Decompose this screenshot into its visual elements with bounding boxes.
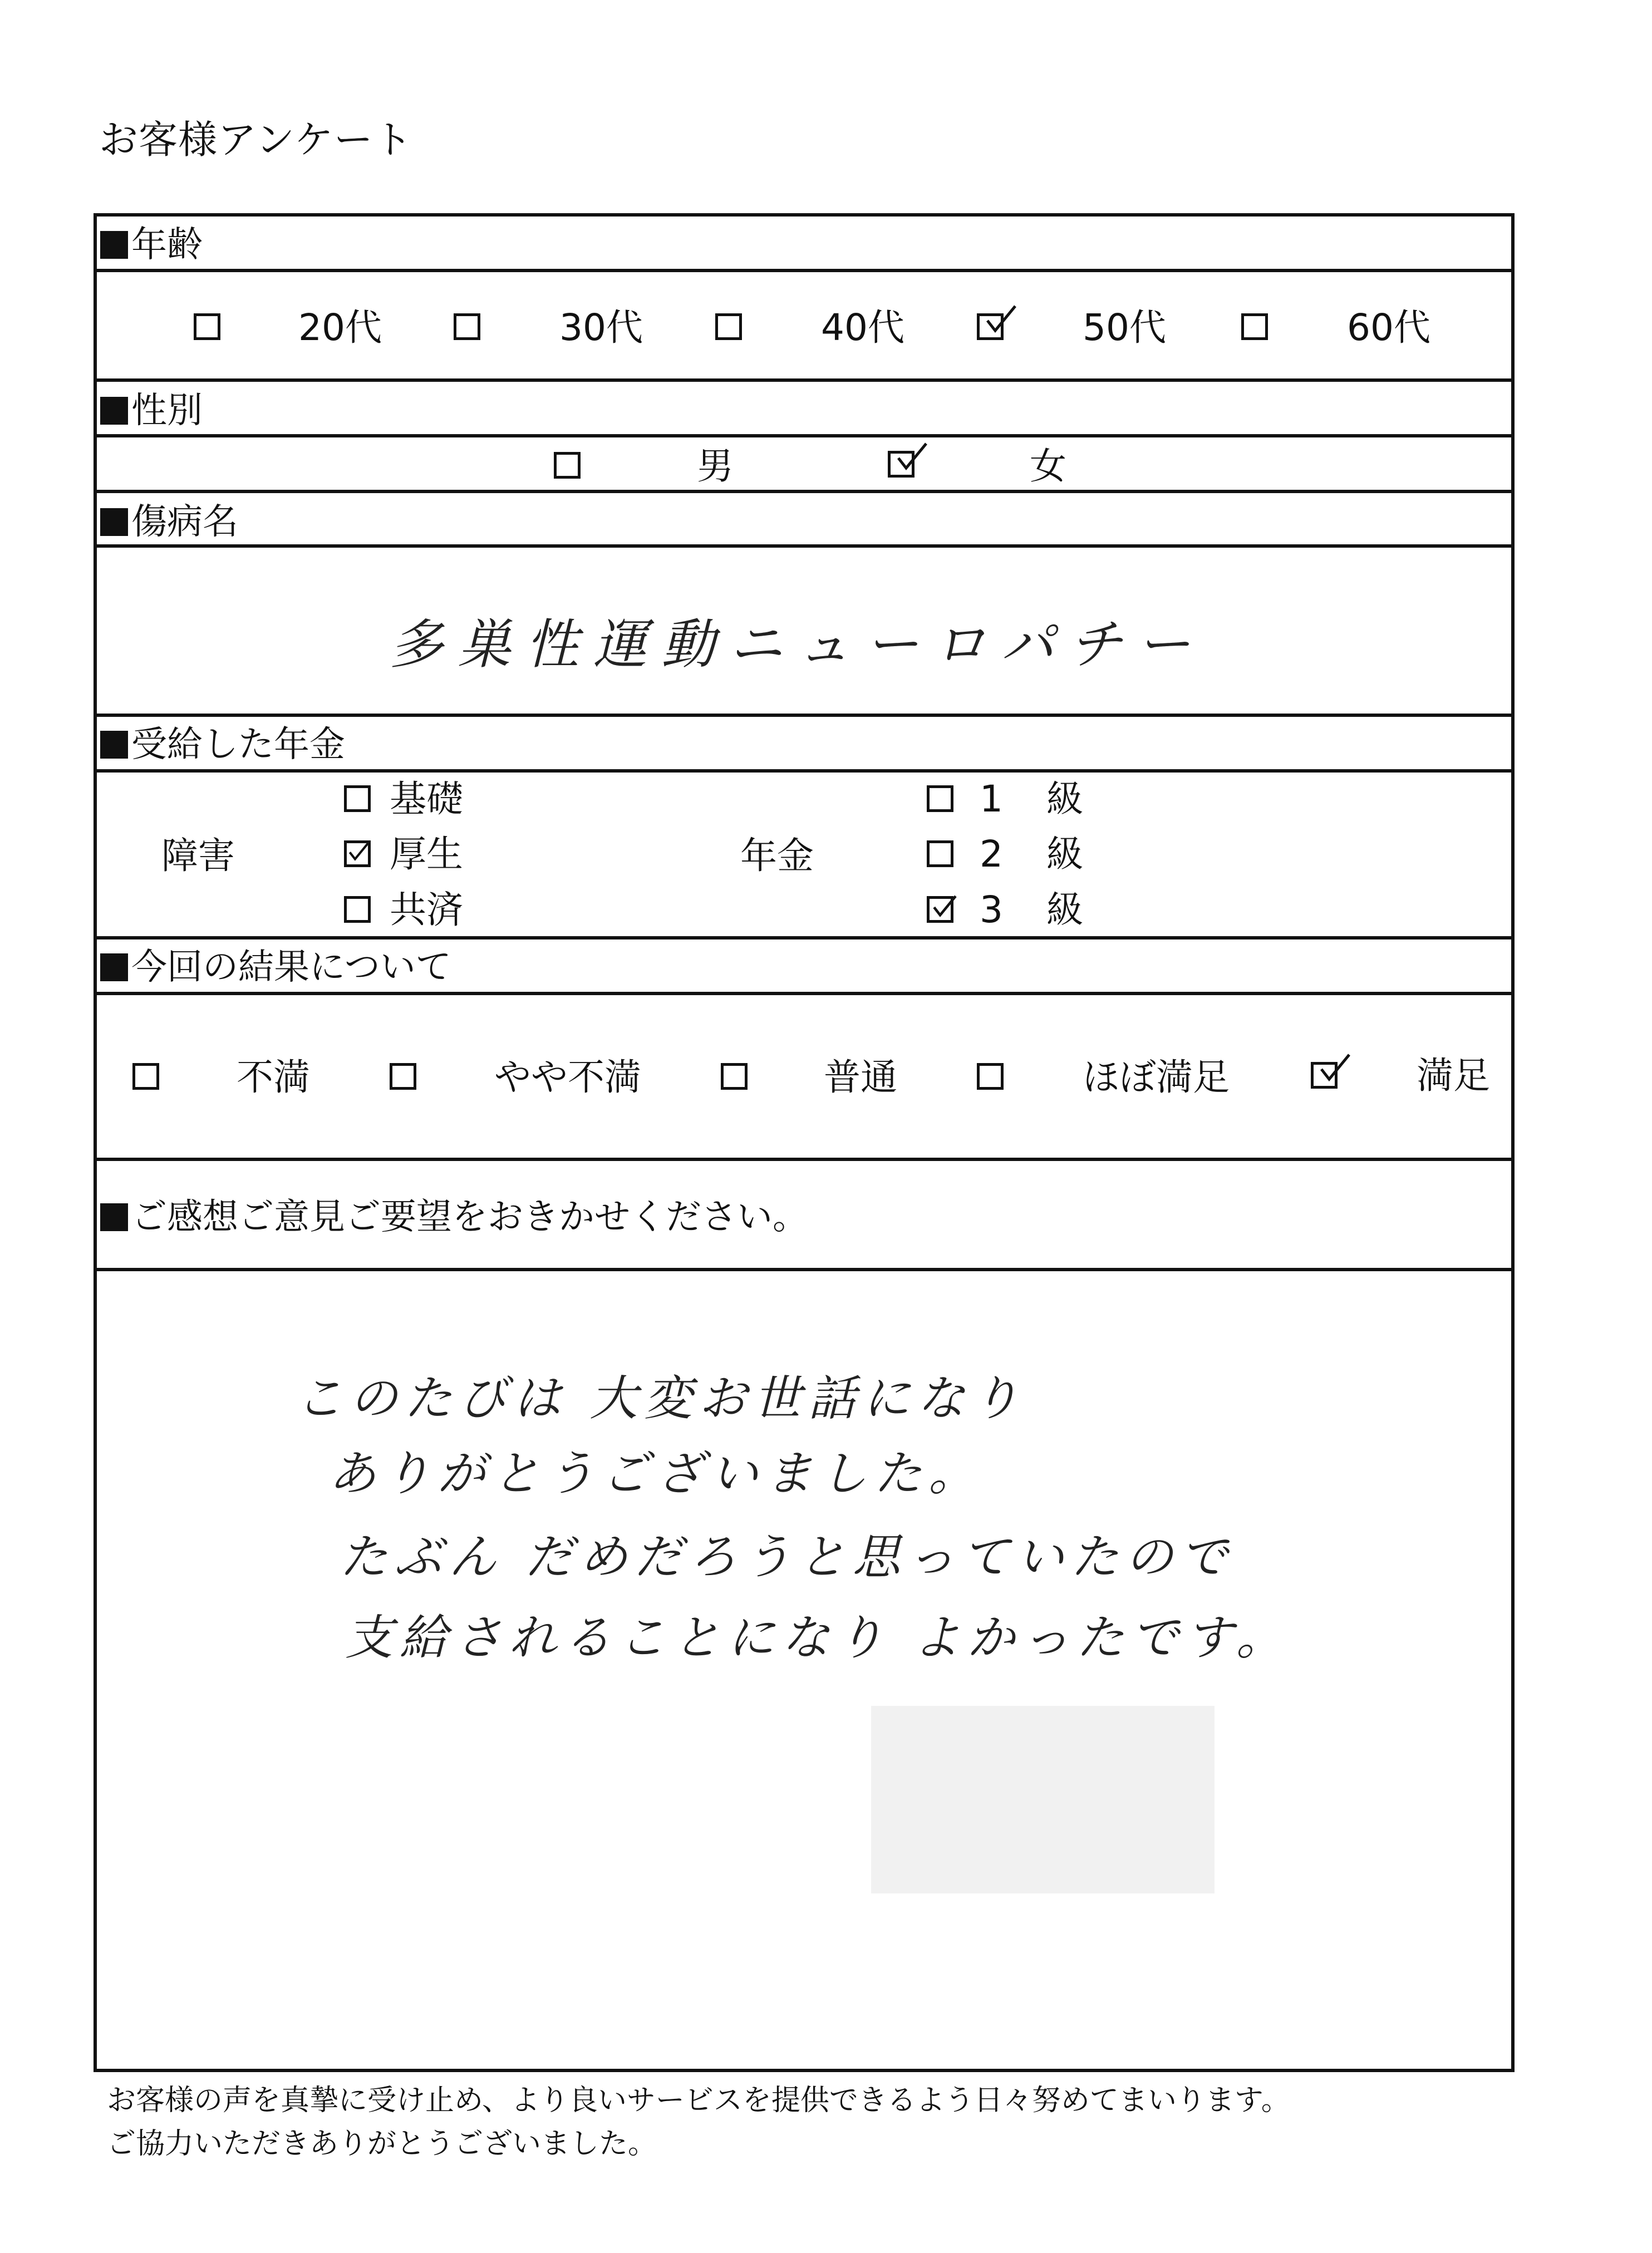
result-checkbox-manzoku[interactable] <box>1311 1062 1338 1089</box>
age-checkbox-20s[interactable] <box>194 313 220 340</box>
grade-suffix-2: 級 <box>1046 833 1083 875</box>
checkmark-icon <box>894 441 928 476</box>
gender-label-male: 男 <box>697 445 734 488</box>
pension-label-kousei: 厚生 <box>390 833 463 875</box>
square-bullet-icon <box>100 1203 128 1231</box>
square-bullet-icon <box>100 231 128 259</box>
result-checkbox-fuman[interactable] <box>132 1063 159 1090</box>
age-checkbox-50s[interactable] <box>977 313 1004 340</box>
section-heading-comments: ご感想ご意見ご要望をおきかせください。 <box>100 1199 808 1235</box>
disease-handwritten-answer: 多巣性運動ニューロパチー <box>390 613 1204 676</box>
result-label-manzoku: 満足 <box>1417 1054 1490 1097</box>
pension-type-label: 障害 <box>161 834 235 877</box>
comment-line: たぶん だめだろうと思っていたので <box>340 1529 1235 1585</box>
section-heading-result: 今回の結果について <box>100 950 451 985</box>
grade-suffix-3: 級 <box>1046 888 1083 931</box>
footer-thanks: ご協力いただきありがとうございました。 <box>107 2127 657 2161</box>
page-title: お客様アンケート <box>99 117 413 163</box>
checkmark-icon <box>931 894 957 921</box>
pension-checkbox-kiso[interactable] <box>344 785 371 812</box>
result-label-fuman: 不満 <box>237 1056 310 1099</box>
result-label-futsuu: 普通 <box>824 1056 897 1099</box>
grade-checkbox-2[interactable] <box>927 840 953 867</box>
square-bullet-icon <box>100 953 128 981</box>
footer-message: お客様の声を真摯に受け止め、より良いサービスを提供できるよう日々努めてまいります。 <box>107 2084 1290 2117</box>
age-checkbox-60s[interactable] <box>1241 313 1268 340</box>
comment-line: ありがとうございました。 <box>328 1446 983 1502</box>
gender-label-female: 女 <box>1030 445 1066 488</box>
grade-number-2: 2 <box>980 833 1003 875</box>
result-checkbox-futsuu[interactable] <box>721 1063 748 1090</box>
section-heading-age: 年齢 <box>100 227 203 263</box>
pension-label-kiso: 基礎 <box>390 778 463 820</box>
comment-line: このたびは 大変お世話になり <box>295 1371 1026 1426</box>
comment-line: 支給されることになり よかったです。 <box>345 1610 1291 1666</box>
grade-number-1: 1 <box>980 778 1003 820</box>
section-heading-disease: 傷病名 <box>100 504 238 540</box>
result-checkbox-yaya-fuman[interactable] <box>390 1063 416 1090</box>
checkmark-icon <box>1317 1052 1351 1087</box>
result-checkbox-hobo-manzoku[interactable] <box>977 1063 1004 1090</box>
section-heading-gender: 性別 <box>100 393 203 429</box>
age-label-40s: 40代 <box>821 306 904 349</box>
age-checkbox-30s[interactable] <box>454 313 480 340</box>
square-bullet-icon <box>100 397 128 425</box>
pension-checkbox-kyousai[interactable] <box>344 896 371 923</box>
section-heading-pension: 受給した年金 <box>100 727 345 763</box>
age-label-20s: 20代 <box>298 306 382 349</box>
age-label-30s: 30代 <box>559 306 643 349</box>
redacted-area <box>871 1706 1215 1893</box>
checkmark-icon <box>983 304 1017 338</box>
grade-checkbox-3[interactable] <box>927 896 953 923</box>
gender-checkbox-male[interactable] <box>554 452 581 479</box>
square-bullet-icon <box>100 508 128 536</box>
pension-checkbox-kousei[interactable] <box>344 840 371 867</box>
grade-checkbox-1[interactable] <box>927 785 953 812</box>
result-label-yaya-fuman: やや不満 <box>494 1056 641 1099</box>
age-label-50s: 50代 <box>1083 306 1166 349</box>
pension-grade-label: 年金 <box>740 834 814 877</box>
age-label-60s: 60代 <box>1347 306 1430 349</box>
pension-label-kyousai: 共済 <box>390 888 463 931</box>
result-label-hobo-manzoku: ほぼ満足 <box>1083 1056 1230 1099</box>
square-bullet-icon <box>100 731 128 759</box>
checkmark-icon <box>347 841 370 864</box>
age-checkbox-40s[interactable] <box>715 313 742 340</box>
grade-suffix-1: 級 <box>1046 778 1083 820</box>
grade-number-3: 3 <box>980 888 1003 931</box>
gender-checkbox-female[interactable] <box>888 451 914 478</box>
